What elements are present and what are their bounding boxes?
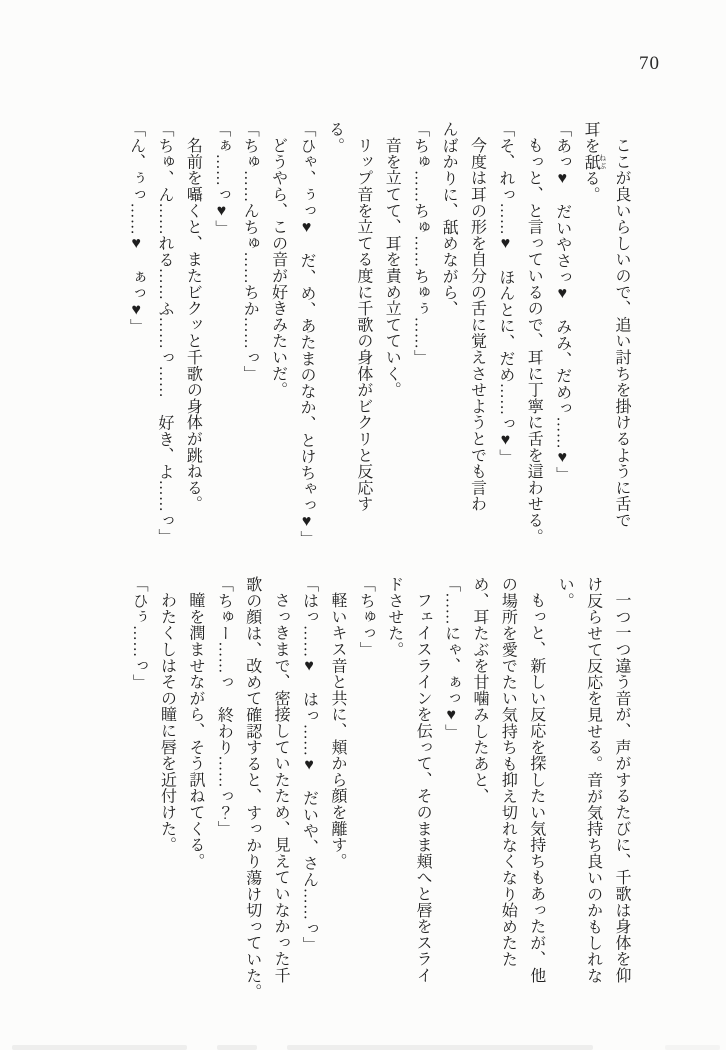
text-column: 軽いキス音と共に、頬から顔を離す。	[328, 592, 346, 870]
text-column: ここが良いらしいので、追い討ちを掛けるように舌で	[613, 137, 630, 529]
text-column: 一つ一つ違う音が、声がするたびに、千歌は身体を仰	[613, 592, 630, 984]
text-column: 今度は耳の形を自分の舌に覚えさせようとでも言わ	[468, 137, 486, 512]
text-column: め、耳たぶを甘噛みしたあと、	[470, 576, 488, 805]
text-column: わたくしはその瞳に唇を近付けた。	[158, 592, 176, 853]
text-column: 「ん、ぅっ……♥ ぁっ♥」	[127, 121, 145, 335]
text-column: 「ちゅ……んちゅ……ちか……っ」	[241, 121, 259, 382]
text-column: どうやら、この音が好きみたいだ。	[269, 137, 287, 398]
text-column: 「そ、れっ……♥ ほんとに、だめ……っ♥」	[496, 121, 514, 466]
text-column: ドさせた。	[385, 576, 403, 658]
text-column: 瞳を潤ませながら、そう訊ねてくる。	[186, 592, 204, 870]
text-column: 「ぁ……っ♥」	[212, 121, 230, 237]
text-column: る。	[326, 121, 344, 154]
text-column: もっと、と言っているので、耳に丁寧に舌を這わせる。	[525, 137, 543, 545]
text-column: フェイスラインを伝って、そのまま頬へと唇をスライ	[414, 592, 432, 984]
text-column: 「ちゅー……っ 終わり……っ？」	[215, 576, 233, 837]
furigana-ruby: 舐 ねぶ	[582, 153, 608, 170]
text-column: 「……にゃ、ぁっ♥」	[442, 576, 460, 740]
text-column: 「ひぅ……っ」	[130, 576, 148, 691]
text-column: 「ちゅ、ん……れる……ふ……っ…… 好き、よ……っ」	[156, 121, 173, 545]
text-column: け反らせて反応を見せる。音が気持ち良いのかもしれな	[584, 576, 602, 984]
text-column: 「ちゅっ」	[357, 576, 375, 658]
text-column: 「あっ♥ だいやさっ♥ みみ、だめっ……♥」	[553, 121, 571, 483]
text-column: リップ音を立てる度に千歌の身体がビクリと反応す	[354, 137, 372, 512]
scan-artifact	[217, 1045, 257, 1050]
text-column: 音を立てて、耳を責め立てていく。	[383, 137, 401, 398]
text-column: さっきまで、密接していたため、見えていなかった千	[272, 592, 290, 984]
text-column: んばかりに、舐めながら、	[440, 121, 458, 317]
text-column: もっと、新しい反応を探したい気持ちもあったが、他	[527, 592, 545, 984]
text-column: 「ひゃ、ぅっ♥ だ、め、あたまのなか、とけちゃっ♥」	[298, 121, 316, 547]
text-column: 名前を囁くと、またビクッと千歌の身体が跳ねる。	[184, 137, 202, 512]
upper-text-block	[121, 121, 635, 573]
text-column: 耳を舐 ねぶる。	[582, 121, 608, 203]
text-column: 「はっ……♥ はっ……♥ だいや、さん……っ」	[300, 576, 318, 953]
scan-artifact	[287, 1045, 593, 1050]
text-column: 「ちゅ……ちゅ……ちゅぅ……」	[411, 121, 429, 366]
scan-artifact	[665, 1045, 720, 1050]
text-column: い。	[556, 576, 574, 609]
text-column: 歌の顔は、改めて確認すると、すっかり蕩け切っていた。	[243, 576, 261, 1000]
scan-artifact	[12, 1045, 187, 1050]
lower-text-block	[124, 576, 635, 1028]
page-number: 70	[639, 53, 660, 74]
text-column: の場所を愛でたい気持ちも抑え切れなくなり始めたた	[499, 576, 517, 968]
